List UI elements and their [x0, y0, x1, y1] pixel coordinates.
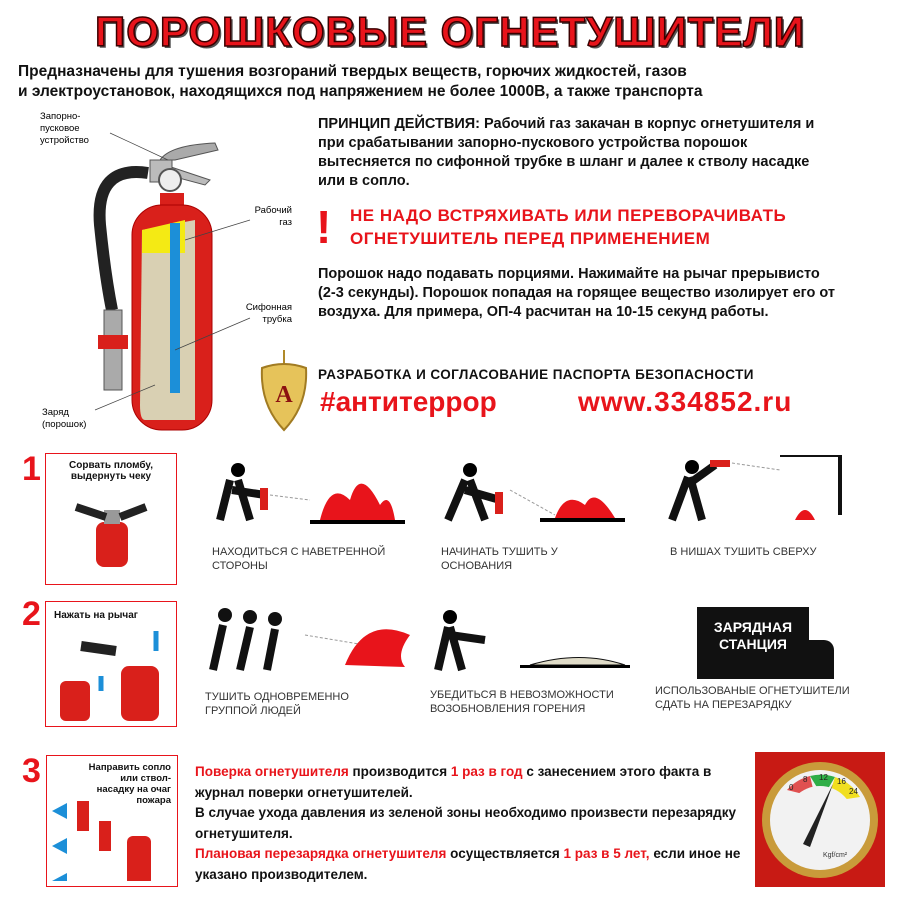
check-text [195, 762, 750, 885]
base-pictogram [440, 460, 630, 535]
principle-text [318, 115, 838, 191]
truck-text: ЗАРЯДНАЯ [713, 619, 793, 635]
gauge-tick: 0 [789, 783, 794, 792]
label-gas: Рабочий газ [254, 205, 292, 228]
subtitle-line: и электроустановок, находящихся под напряжением не более 1000В, а также транспорта [18, 83, 703, 100]
principle-body: Рабочий газ закачан в корпус огнетушителя и при срабатывании запорно-пускового устройства порошок вытесняется по сифонной трубке в шланг и далее к стволу насадке или в сопло. [318, 116, 815, 189]
check-body: осуществляется [446, 846, 564, 861]
label-siphon: Сифонная трубка [245, 302, 292, 325]
tip-caption: В НИШАХ ТУШИТЬ СВЕРХУ [670, 546, 817, 558]
niche-pictogram [660, 455, 850, 535]
verify-pictogram [430, 605, 630, 675]
check-red: Поверка огнетушителя [195, 764, 349, 779]
principle-heading: ПРИНЦИП ДЕЙСТВИЯ: [318, 116, 480, 132]
check-red: 1 раз в 5 лет, [563, 846, 650, 861]
label-charge: Заряд (порошок) [42, 407, 87, 430]
tip-caption: ТУШИТЬ ОДНОВРЕМЕННО ГРУППОЙ ЛЮДЕЙ [205, 691, 349, 717]
check-body: В случае ухода давления из зеленой зоны необходимо произвести перезарядку огнетушителя. [195, 805, 736, 841]
subtitle-line: Предназначены для тушения возгораний твердых веществ, горючих жидкостей, газов [18, 63, 687, 80]
extinguisher-diagram [0, 105, 300, 440]
recharge-truck-icon [697, 607, 809, 679]
extinguisher-seal-icon [46, 482, 176, 572]
promo-line: РАЗРАБОТКА И СОГЛАСОВАНИЕ ПАСПОРТА БЕЗОПАСНОСТИ [318, 367, 754, 382]
gauge-tick: 12 [819, 773, 828, 782]
step-label: Нажать на рычаг [54, 610, 138, 621]
pressure-gauge [755, 752, 885, 887]
step-1-box [45, 453, 177, 585]
shield-logo [258, 350, 310, 434]
warning-icon: ! [316, 201, 332, 253]
press-lever-icon [46, 621, 176, 721]
warning-text [350, 204, 786, 250]
truck-cab [808, 640, 834, 679]
hashtag: #антитеррор [320, 386, 497, 417]
check-body: с занесением этого факта в журнал поверки огнетушителей. [195, 764, 712, 800]
truck-text: СТАНЦИЯ [718, 636, 787, 652]
step-number: 3 [22, 752, 41, 790]
gauge-tick: 24 [849, 787, 858, 796]
check-body: если иное не указано производителем. [195, 846, 741, 882]
gauge-tick: 16 [837, 777, 846, 786]
windward-pictogram [210, 460, 410, 535]
step-number: 1 [22, 450, 41, 488]
aim-nozzle-icon [47, 801, 177, 881]
portions-text: Порошок надо подавать порциями. Нажимайте на рычаг прерывисто (2-3 секунды). Порошок попадая на горящее вещество изолирует его от воздуха. Для примера, ОП-4 расчитан на 10-15 секунд работы. [318, 266, 835, 320]
warning-line: НЕ НАДО ВСТРЯХИВАТЬ ИЛИ ПЕРЕВОРАЧИВАТЬ [350, 206, 787, 225]
tip-caption: НАХОДИТЬСЯ С НАВЕТРЕННОЙ СТОРОНЫ [212, 546, 386, 572]
label-valve: Запорно-пусковое устройство [40, 111, 89, 146]
logo-letter: A [275, 382, 293, 408]
subtitle [18, 62, 888, 102]
step-3-box [46, 755, 178, 887]
tip-caption: УБЕДИТЬСЯ В НЕВОЗМОЖНОСТИ ВОЗОБНОВЛЕНИЯ ГОРЕНИЯ [430, 689, 614, 715]
tip-caption: ИСПОЛЬЗОВАНЫЕ ОГНЕТУШИТЕЛИ СДАТЬ НА ПЕРЕЗАРЯДКУ [655, 685, 850, 711]
step-2-box [45, 601, 177, 727]
group-pictogram [205, 605, 415, 675]
check-body: производится [348, 764, 451, 779]
check-red: 1 раз в год [450, 764, 523, 779]
gauge-unit: Kgf/cm² [823, 852, 848, 859]
page-title: ПОРОШКОВЫЕ ОГНЕТУШИТЕЛИ [95, 8, 805, 55]
check-red: Плановая перезарядка огнетушителя [195, 846, 447, 861]
step-number: 2 [22, 595, 41, 633]
step-label: Направить сопло или ствол-насадку на очаг пожара [88, 762, 171, 806]
tip-caption: НАЧИНАТЬ ТУШИТЬ У ОСНОВАНИЯ [441, 546, 558, 572]
warning-line: ОГНЕТУШИТЕЛЬ ПЕРЕД ПРИМЕНЕНИЕМ [350, 229, 711, 248]
website-link[interactable]: www.334852.ru [578, 386, 793, 417]
gauge-tick: 8 [803, 775, 808, 784]
step-label: Сорвать пломбу, выдернуть чеку [69, 460, 153, 482]
